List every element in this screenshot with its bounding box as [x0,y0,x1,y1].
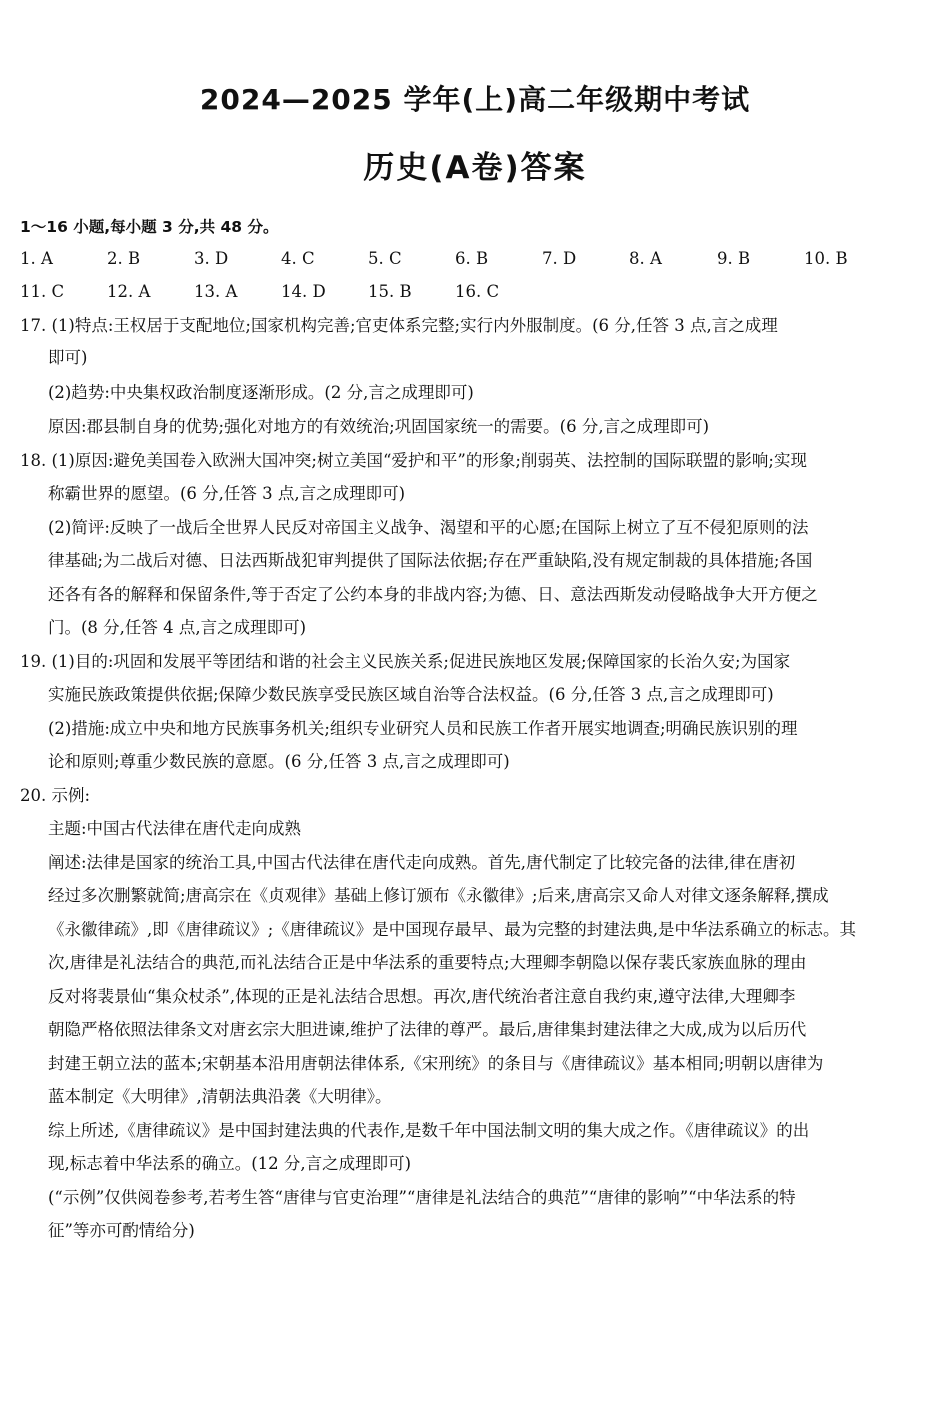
q19-line: 论和原则;尊重少数民族的意愿。(6 分,任答 3 点,言之成理即可) [48,752,510,771]
mc-answers-row-2 [20,281,932,303]
q17-line: 17. (1)特点:王权居于支配地位;国家机构完善;官吏体系完整;实行内外服制度。(6 分,任答 3 点,言之成理 [20,316,778,335]
mc-answer: 13. A [194,282,238,301]
q20-line: 朝隐严格依照法律条文对唐玄宗大胆进谏,维护了法律的尊严。最后,唐律集封建法律之大成,成为以后历代 [48,1020,807,1039]
q20-line: 蓝本制定《大明律》,清朝法典沿袭《大明律》。 [48,1087,392,1106]
q18-line: 18. (1)原因:避免美国卷入欧洲大国冲突;树立美国“爱护和平”的形象;削弱英、法控制的国际联盟的影响;实现 [20,451,807,470]
mc-answer: 11. C [20,282,65,301]
mc-answers-row-1 [20,248,932,270]
q20-line: 阐述:法律是国家的统治工具,中国古代法律在唐代走向成熟。首先,唐代制定了比较完备的法律,律在唐初 [48,853,796,872]
q20-line: 封建王朝立法的蓝本;宋朝基本沿用唐朝法律体系,《宋刑统》的条目与《唐律疏议》基本相同;明朝以唐律为 [48,1054,824,1073]
q18-line: 门。(8 分,任答 4 点,言之成理即可) [48,618,307,637]
mc-answer: 16. C [455,282,500,301]
q19-line: 实施民族政策提供依据;保障少数民族享受民族区域自治等合法权益。(6 分,任答 3 点,言之成理即可) [48,685,774,704]
mc-answer: 6. B [455,249,489,268]
mc-answer: 9. B [717,249,751,268]
mc-answer: 4. C [281,249,315,268]
answer-subtitle: 历史(A卷)答案 [363,150,587,186]
mc-answer: 12. A [107,282,151,301]
q19-line: 19. (1)目的:巩固和发展平等团结和谐的社会主义民族关系;促进民族地区发展;保障国家的长治久安;为国家 [20,652,791,671]
mc-answer: 2. B [107,249,141,268]
q20-note-line: (“示例”仅供阅卷参考,若考生答“唐律与官吏治理”“唐律是礼法结合的典范”“唐律的影响”“中华法系的特 [48,1188,796,1207]
q20-line: 反对将裴景仙“集众杖杀”,体现的正是礼法结合思想。再次,唐代统治者注意自我约束,遵守法律,大理卿李 [48,987,796,1006]
q18-line: (2)简评:反映了一战后全世界人民反对帝国主义战争、渴望和平的心愿;在国际上树立了互不侵犯原则的法 [48,518,809,537]
q18-line: 律基础;为二战后对德、日法西斯战犯审判提供了国际法依据;存在严重缺陷,没有规定制裁的具体措施;各国 [48,551,813,570]
q18-line: 还各有各的解释和保留条件,等于否定了公约本身的非战内容;为德、日、意法西斯发动侵略战争大开方便之 [48,585,818,604]
mc-score-note: 1～16 小题,每小题 3 分,共 48 分。 [20,218,279,236]
exam-title: 2024—2025 学年(上)高二年级期中考试 [199,83,751,116]
mc-answer: 15. B [368,282,412,301]
q18-line: 称霸世界的愿望。(6 分,任答 3 点,言之成理即可) [48,484,406,503]
q17-line: 即可) [48,348,88,367]
mc-answer: 3. D [194,249,229,268]
q20-line: 主题:中国古代法律在唐代走向成熟 [48,819,302,838]
mc-answer: 10. B [804,249,848,268]
q20-note-line: 征”等亦可酌情给分) [48,1221,195,1240]
q19-line: (2)措施:成立中央和地方民族事务机关;组织专业研究人员和民族工作者开展实地调查;明确民族识别的理 [48,719,798,738]
q20-line: 《永徽律疏》,即《唐律疏议》;《唐律疏议》是中国现存最早、最为完整的封建法典,是中华法系确立的标志。其 [48,920,857,939]
mc-answer: 5. C [368,249,402,268]
q20-line: 综上所述,《唐律疏议》是中国封建法典的代表作,是数千年中国法制文明的集大成之作。《唐律疏议》的出 [48,1121,810,1140]
mc-answer: 8. A [629,249,662,268]
q20-line: 现,标志着中华法系的确立。(12 分,言之成理即可) [48,1154,412,1173]
q20-line: 经过多次删繁就简;唐高宗在《贞观律》基础上修订颁布《永徽律》;后来,唐高宗又命人对律文逐条解释,撰成 [48,886,829,905]
q20-line: 次,唐律是礼法结合的典范,而礼法结合正是中华法系的重要特点;大理卿李朝隐以保存裴氏家族血脉的理由 [48,953,807,972]
q20-line: 20. 示例: [20,786,91,805]
mc-answer: 7. D [542,249,577,268]
q17-line: 原因:郡县制自身的优势;强化对地方的有效统治;巩固国家统一的需要。(6 分,言之成理即可) [48,417,710,436]
mc-answer: 1. A [20,249,53,268]
q17-line: (2)趋势:中央集权政治制度逐渐形成。(2 分,言之成理即可) [48,383,474,402]
mc-answer: 14. D [281,282,326,301]
